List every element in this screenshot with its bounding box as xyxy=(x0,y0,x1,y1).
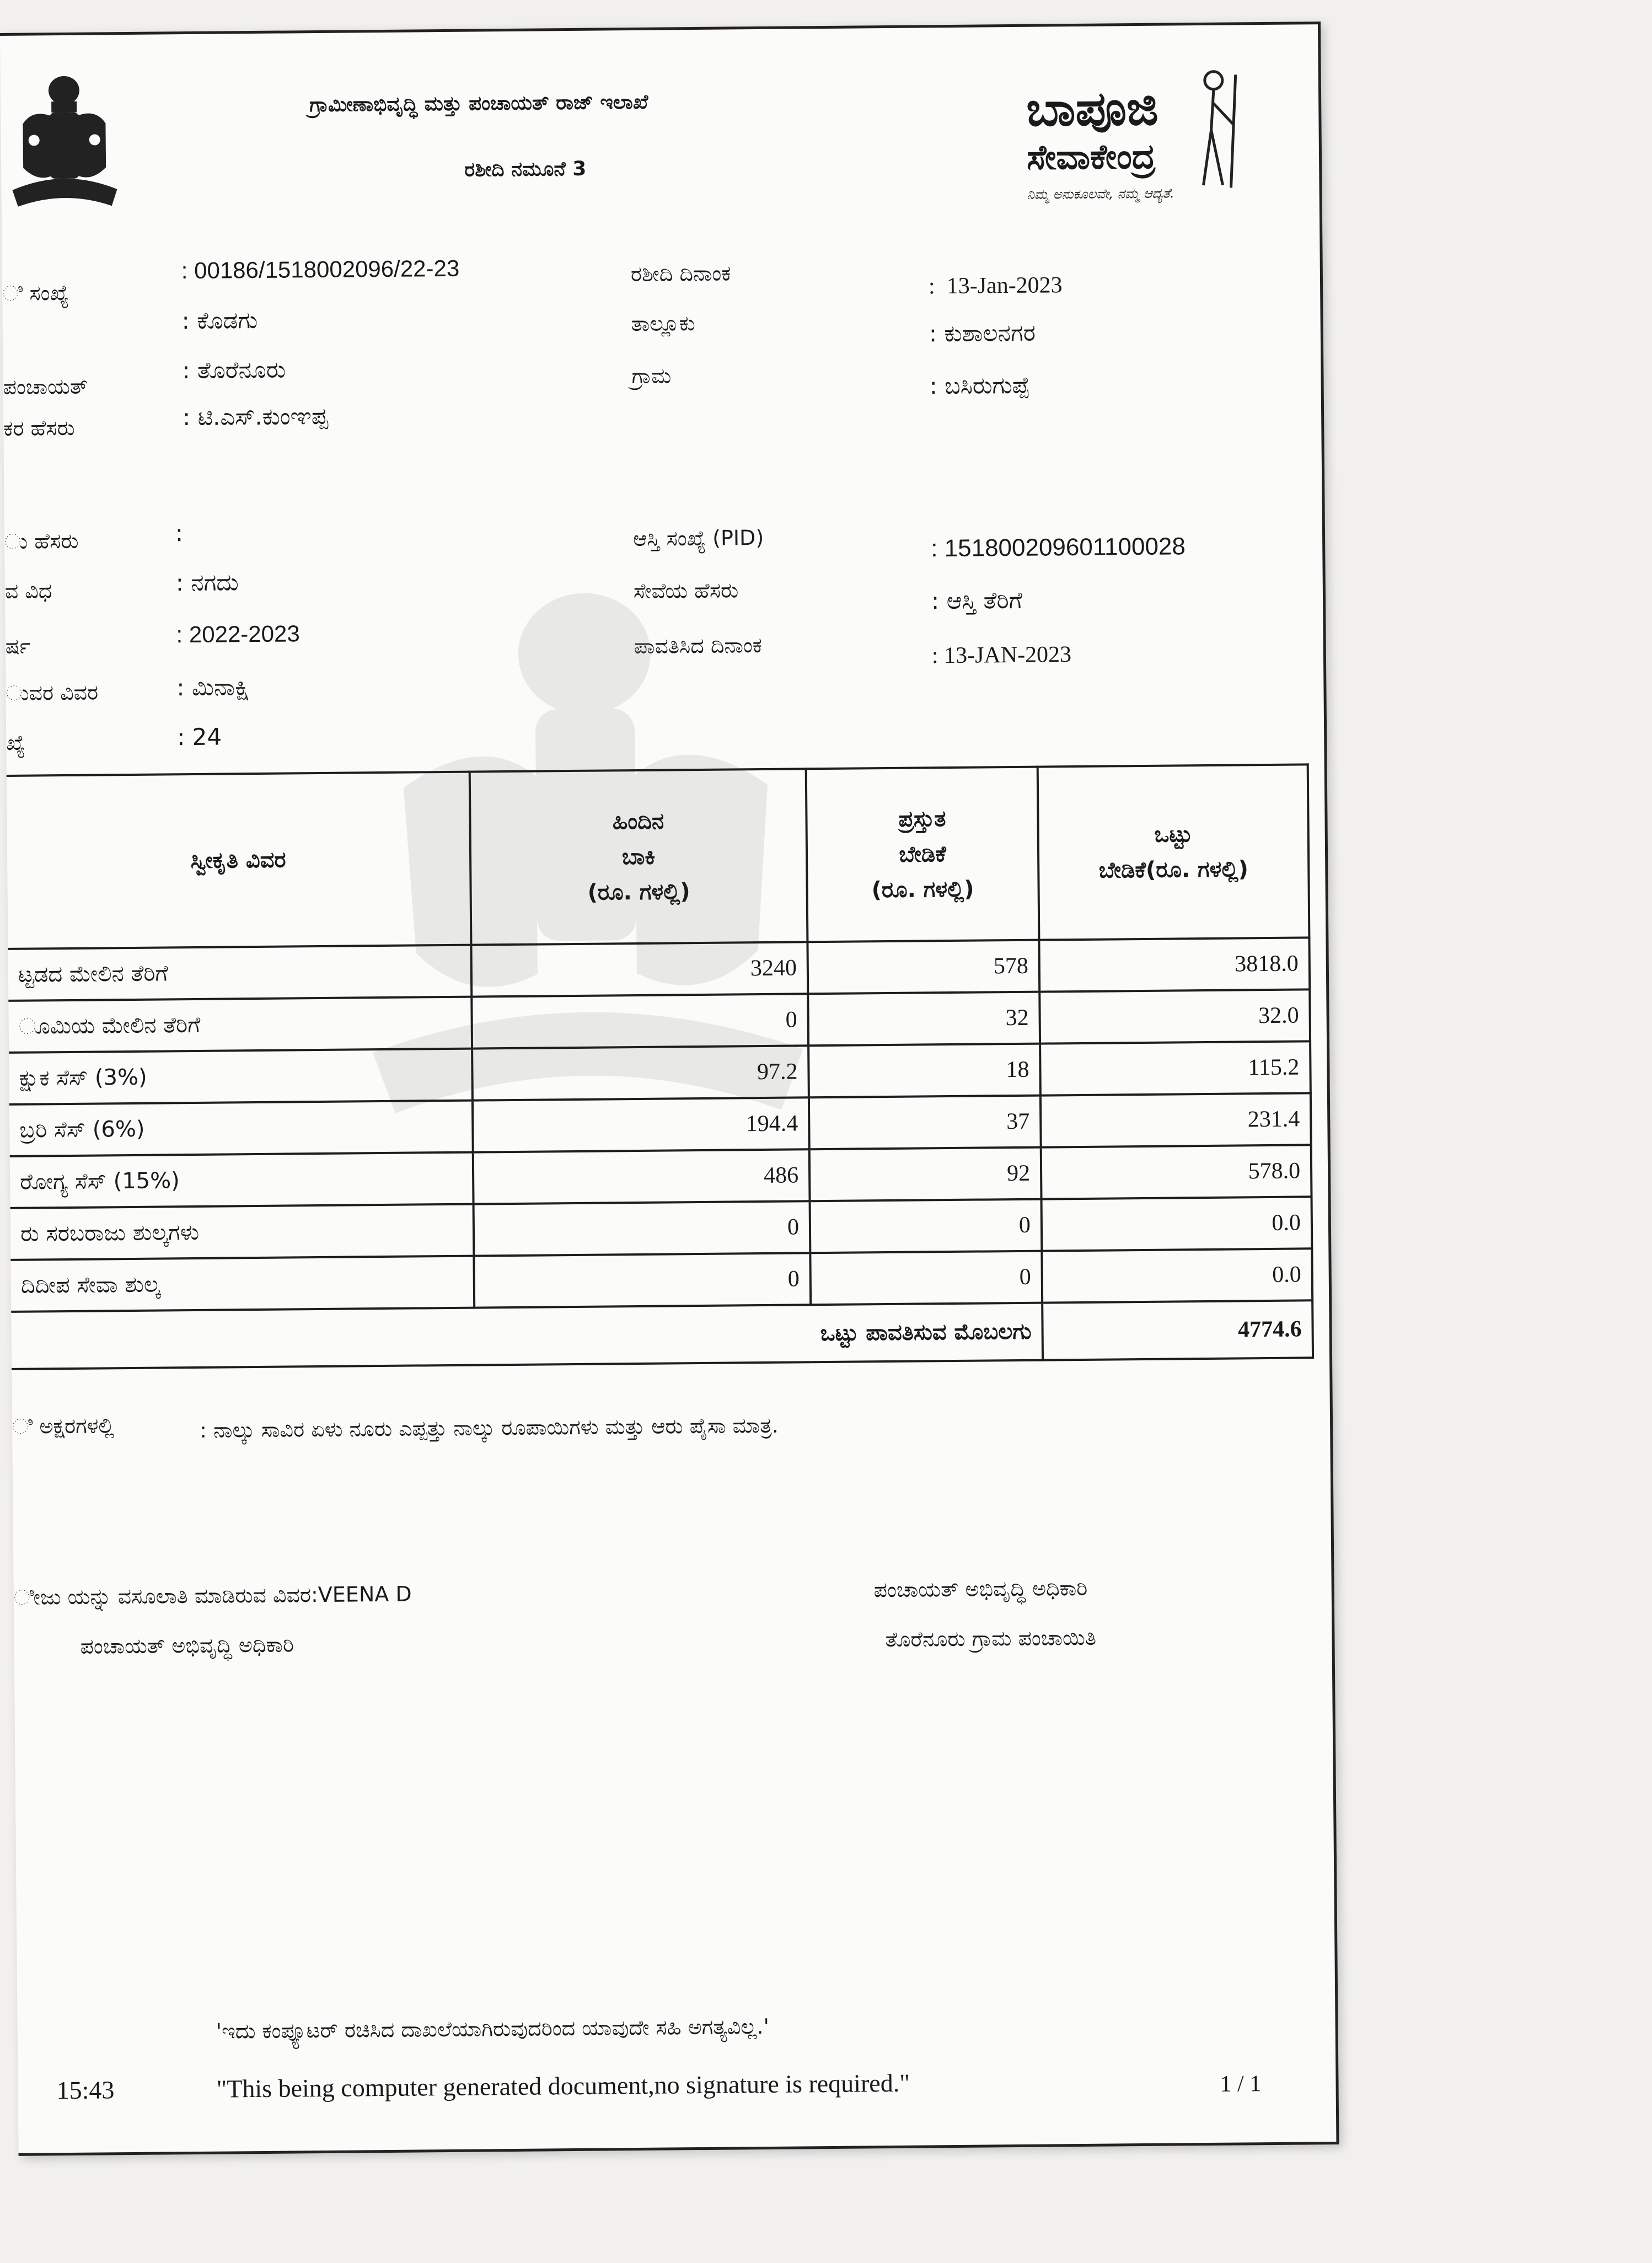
table-total-row xyxy=(11,1300,1313,1369)
row-total-demand: 578.0 xyxy=(1041,1145,1312,1199)
col-header-previous-due xyxy=(470,769,808,945)
panchayat-label: ಪಂಚಾಯತ್ xyxy=(3,374,88,399)
col-header-total-demand xyxy=(1038,764,1310,940)
name-value: : xyxy=(175,519,184,547)
row-description: ಬ್ರರಿ ಸೆಸ್ (6%) xyxy=(9,1101,473,1156)
district-value: : ಕೊಡಗು xyxy=(181,306,258,335)
logo-tagline: ನಿಮ್ಮ ಅನುಕೂಲವೇ, ನಮ್ಮ ಆದ್ಯತೆ. xyxy=(1027,185,1174,202)
receipt-number-value: : 00186/1518002096/22-23 xyxy=(181,255,460,284)
receipt-date-label: ರಶೀದಿ ದಿನಾಂಕ xyxy=(630,261,731,287)
payment-mode-value: : ನಗದು xyxy=(175,569,239,597)
col-header-description: ಸ್ವೀಕೃತಿ ವಿವರ xyxy=(7,772,471,949)
footer-note-kannada: 'ಇದು ಕಂಪ್ಯೂಟರ್ ರಚಿಸಿದ ದಾಖಲೆಯಾಗಿರುವುದರಿಂದ ಯಾವುದೇ ಸಹಿ ಅಗತ್ಯವಿಲ್ಲ.' xyxy=(216,2014,770,2044)
property-id-label: ಆಸ್ತಿ ಸಂಖ್ಯೆ (PID) xyxy=(632,525,764,551)
paid-date-value: : 13-JAN-2023 xyxy=(931,642,1072,669)
prev-header-line1: ಹಿಂದಿನ xyxy=(612,808,664,835)
collector-details: ೀಜು ಯನ್ನು ವಸೂಲಾತಿ ಮಾಡಿರುವ ವಿವರ:VEENA D xyxy=(13,1581,412,1610)
prev-header-line2: ಬಾಕಿ xyxy=(621,844,656,870)
gandhi-figure-icon xyxy=(1181,63,1259,191)
logo-title: ಬಾಪೂಜಿ xyxy=(1026,81,1159,137)
name-label: ು ಹೆಸರು xyxy=(4,528,79,554)
amount-in-words-value: : ನಾಲ್ಕು ಸಾವಿರ ಏಳು ನೂರು ಎಪ್ಪತ್ತು ನಾಲ್ಕು ರೂಪಾಯಿಗಳು ಮತ್ತು ಆರು ಪೈಸಾ ಮಾತ್ರ. xyxy=(199,1413,779,1442)
number-value: : 24 xyxy=(176,723,222,751)
row-description: ೂಮಿಯ ಮೇಲಿನ ತೆರಿಗೆ xyxy=(8,997,472,1053)
row-description: ಕ್ಷುಕ ಸೆಸ್ (3%) xyxy=(9,1049,473,1104)
payment-mode-label: ವ ವಿಧ xyxy=(4,578,52,603)
receipt-sheet xyxy=(0,22,1339,2156)
row-previous-due: 0 xyxy=(474,1201,811,1256)
row-description: ದಿದೀಪ ಸೇವಾ ಶುಲ್ಕ xyxy=(10,1256,474,1312)
row-previous-due: 194.4 xyxy=(473,1097,809,1152)
row-description: ಟ್ಟಡದ ಮೇಲಿನ ತೆರಿಗೆ xyxy=(8,945,471,1001)
row-current-demand: 18 xyxy=(808,1044,1040,1098)
print-time: 15:43 xyxy=(56,2076,115,2105)
row-previous-due: 0 xyxy=(474,1253,811,1307)
row-total-demand: 231.4 xyxy=(1040,1093,1311,1147)
footer-note-english: "This being computer generated document,no signature is required." xyxy=(216,2068,910,2103)
tot-header-line2: ಬೇಡಿಕೆ(ರೂ. ಗಳಲ್ಲಿ) xyxy=(1098,856,1249,883)
col-header-current-demand xyxy=(806,767,1039,942)
service-name-label: ಸೇವೆಯ ಹೆಸರು xyxy=(633,578,739,604)
officer-designation: ಪಂಚಾಯತ್ ಅಭಿವೃದ್ಧಿ ಅಧಿಕಾರಿ xyxy=(873,1575,1088,1602)
village-value: : ಬಸಿರುಗುಪ್ಪೆ xyxy=(929,371,1030,400)
row-total-demand: 0.0 xyxy=(1042,1248,1312,1302)
row-description: ರು ಸರಬರಾಜು ಶುಲ್ಕಗಳು xyxy=(10,1204,474,1260)
page-number: 1 / 1 xyxy=(1220,2071,1262,2097)
property-id-value: : 151800209601100028 xyxy=(931,533,1186,562)
row-previous-due: 97.2 xyxy=(472,1045,809,1100)
fee-table xyxy=(7,763,1314,1370)
row-total-demand: 32.0 xyxy=(1039,989,1310,1043)
row-current-demand: 578 xyxy=(807,940,1039,994)
amount-in-words-label: ಿ ಅಕ್ಷರಗಳಲ್ಲಿ xyxy=(12,1413,115,1439)
total-label: ಒಟ್ಟು ಪಾವತಿಸುವ ಮೊಬಲಗು xyxy=(11,1303,1043,1369)
collector-designation: ಪಂಚಾಯತ್ ಅಭಿವೃದ್ಧಿ ಅಧಿಕಾರಿ xyxy=(80,1632,294,1659)
year-label: ರ್ಷ xyxy=(5,634,31,658)
row-total-demand: 0.0 xyxy=(1042,1197,1312,1251)
row-current-demand: 92 xyxy=(809,1147,1042,1202)
officer-office: ತೊರೆನೂರು ಗ್ರಾಮ ಪಂಚಾಯಿತಿ xyxy=(885,1625,1097,1652)
row-current-demand: 0 xyxy=(810,1251,1042,1305)
row-total-demand: 3818.0 xyxy=(1039,937,1310,991)
logo-subtitle: ಸೇವಾಕೇಂದ್ರ xyxy=(1026,136,1156,178)
row-current-demand: 0 xyxy=(810,1199,1042,1253)
payer-details-value: : ಮಿನಾಕ್ಷಿ xyxy=(176,673,250,701)
payer-name-label: ಕರ ಹೆಸರು xyxy=(3,415,75,441)
tot-header-line1: ಒಟ್ಟು xyxy=(1154,822,1193,848)
curr-header-line2: ಬೇಡಿಕೆ xyxy=(899,841,946,867)
panchayat-value: : ತೊರೆನೂರು xyxy=(182,356,286,384)
year-value: : 2022-2023 xyxy=(176,620,300,648)
payer-details-label: ುವರ ವಿವರ xyxy=(6,680,99,705)
taluk-value: : ಕುಶಾಲನಗರ xyxy=(929,319,1036,347)
curr-header-line1: ಪ್ರಸ್ತುತ xyxy=(898,806,946,832)
row-previous-due: 0 xyxy=(471,994,808,1048)
service-name-value: : ಆಸ್ತಿ ತೆರಿಗೆ xyxy=(931,586,1023,615)
receipt-date-value: : 13-Jan-2023 xyxy=(928,272,1063,299)
curr-header-line3: (ರೂ. ಗಳಲ್ಲಿ) xyxy=(871,876,974,903)
paid-date-label: ಪಾವತಿಸಿದ ದಿನಾಂಕ xyxy=(634,632,763,659)
row-previous-due: 3240 xyxy=(471,942,808,996)
department-title: ಗ್ರಾಮೀಣಾಭಿವೃದ್ಧಿ ಮತ್ತು ಪಂಚಾಯತ್ ರಾಜ್ ಇಲಾಖೆ xyxy=(309,90,648,117)
total-value: 4774.6 xyxy=(1042,1300,1313,1360)
row-total-demand: 115.2 xyxy=(1040,1041,1311,1095)
table-header-row xyxy=(7,764,1310,949)
row-current-demand: 32 xyxy=(808,992,1040,1046)
form-title: ರಶೀದಿ ನಮೂನೆ 3 xyxy=(464,157,587,181)
payer-name-value: : ಟಿ.ಎಸ್.ಕುಂಞಪ್ಪ xyxy=(182,402,329,431)
village-label: ಗ್ರಾಮ xyxy=(631,363,672,389)
row-previous-due: 486 xyxy=(473,1149,810,1204)
row-current-demand: 37 xyxy=(809,1096,1041,1150)
row-description: ರೋಗ್ಯ ಸೆಸ್ (15%) xyxy=(10,1152,474,1208)
taluk-label: ತಾಲ್ಲೂಕು xyxy=(631,311,695,336)
karnataka-emblem-icon xyxy=(0,57,128,218)
receipt-number-label: ಿ ಸಂಖ್ಯೆ xyxy=(2,280,69,305)
prev-header-line3: (ರೂ. ಗಳಲ್ಲಿ) xyxy=(587,879,690,905)
number-label: ಖ್ಯೆ xyxy=(6,730,25,755)
